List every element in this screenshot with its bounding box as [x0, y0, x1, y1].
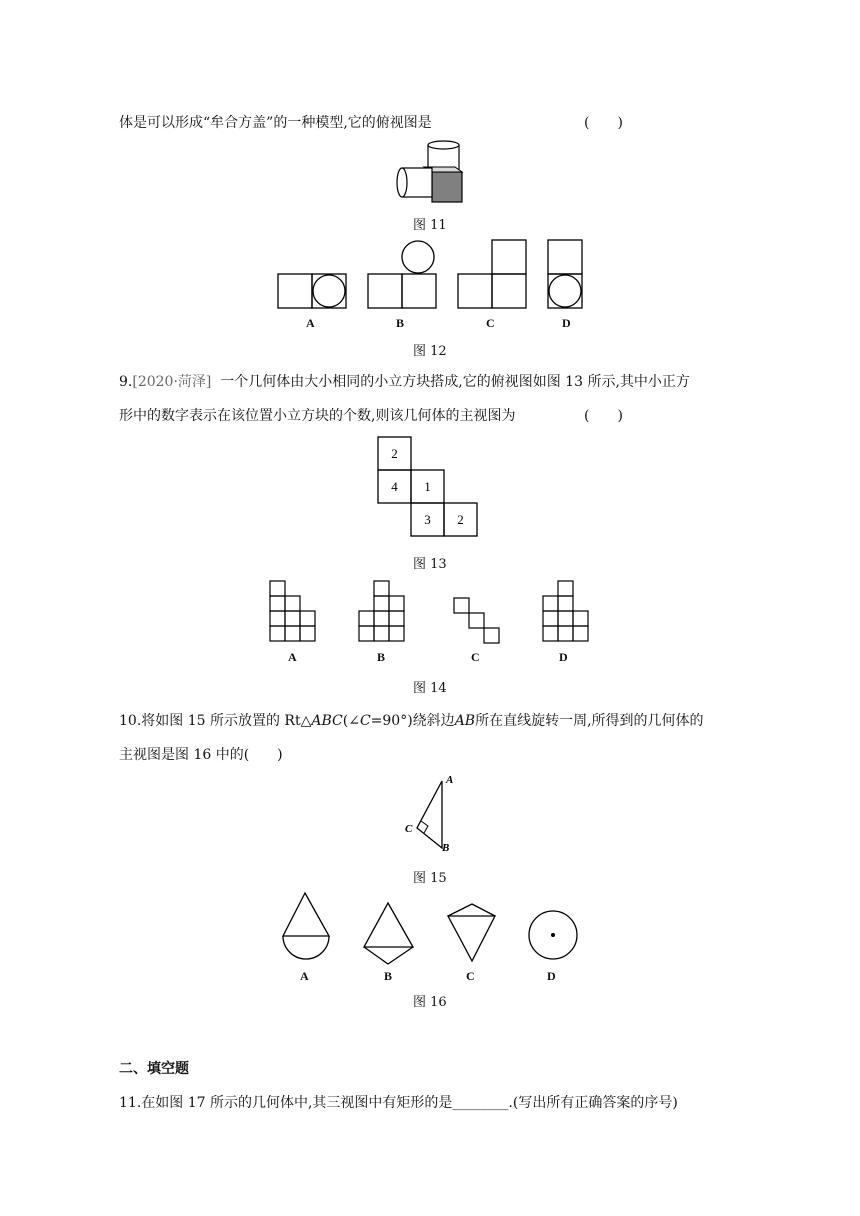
q8-text: 体是可以形成“牟合方盖”的一种模型,它的俯视图是: [119, 115, 432, 131]
figure-15-label-c: C: [405, 823, 413, 835]
figure-16-label-d: D: [547, 969, 556, 983]
figure-16-option-b-shape: [364, 903, 413, 964]
figure-15-label-b: B: [442, 842, 450, 854]
figure-14-label-a: A: [288, 650, 297, 664]
q9-line1-text: 一个几何体由大小相同的小立方块搭成,它的俯视图如图 13 所示,其中小正方: [220, 374, 690, 390]
q10-abc: ABC: [311, 713, 343, 729]
figure-13-cell-4: 3: [424, 512, 431, 527]
figure-14-caption: 图 14: [413, 681, 447, 696]
figure-12-label-b: B: [396, 316, 405, 330]
figure-12-caption: 图 12: [413, 344, 447, 359]
q10-text-1: 10.将如图 15 所示放置的 Rt△: [119, 713, 312, 729]
q9-source: [2020·菏泽]: [132, 374, 212, 390]
figure-14-label-d: D: [559, 650, 568, 664]
figure-16-option-c-shape: [448, 904, 495, 961]
q9-number: 9.: [119, 374, 133, 390]
figure-12-label-c: C: [486, 316, 495, 330]
figure-14-label-c: C: [471, 650, 480, 664]
figure-11-caption: 图 11: [413, 218, 447, 233]
figure-16-label-a: A: [300, 969, 309, 983]
figure-12-label-a: A: [306, 316, 315, 330]
q10-line2: 主视图是图 16 中的( ): [119, 747, 283, 763]
q9-line2: 形中的数字表示在该位置小立方块的个数,则该几何体的主视图为: [119, 408, 516, 424]
figure-16-label-c: C: [466, 969, 475, 983]
figure-16-caption: 图 16: [413, 995, 447, 1010]
figure-15-label-a: A: [446, 774, 454, 786]
q10-paren: (∠: [342, 713, 360, 729]
figure-13-caption: 图 13: [413, 557, 447, 572]
q10-text-2: 所在直线旋转一周,所得到的几何体的: [475, 713, 704, 729]
figure-13-cell-1: 2: [391, 446, 398, 461]
figure-13-cell-3: 1: [424, 479, 431, 494]
figure-13-cell-2: 4: [391, 479, 398, 494]
figure-16-option-a-shape: [283, 893, 329, 959]
figure-12-label-d: D: [562, 316, 571, 330]
section-title: 二、填空题: [119, 1061, 189, 1077]
q9-answer-paren: ( ): [584, 408, 623, 424]
q11-text: 11.在如图 17 所示的几何体中,其三视图中有矩形的是________.(写出所有正确答案的序号): [119, 1095, 678, 1111]
figure-14-label-b: B: [377, 650, 386, 664]
q10-c: C: [359, 713, 371, 729]
figure-15-caption: 图 15: [413, 871, 447, 886]
figure-13-cell-5: 2: [457, 512, 464, 527]
figure-16-label-b: B: [384, 969, 393, 983]
q8-answer-paren: ( ): [584, 115, 623, 131]
figure-16-option-d-center: [551, 933, 555, 937]
q10-ab: AB: [454, 713, 476, 729]
q10-angle: =90°)绕斜边: [370, 713, 455, 729]
